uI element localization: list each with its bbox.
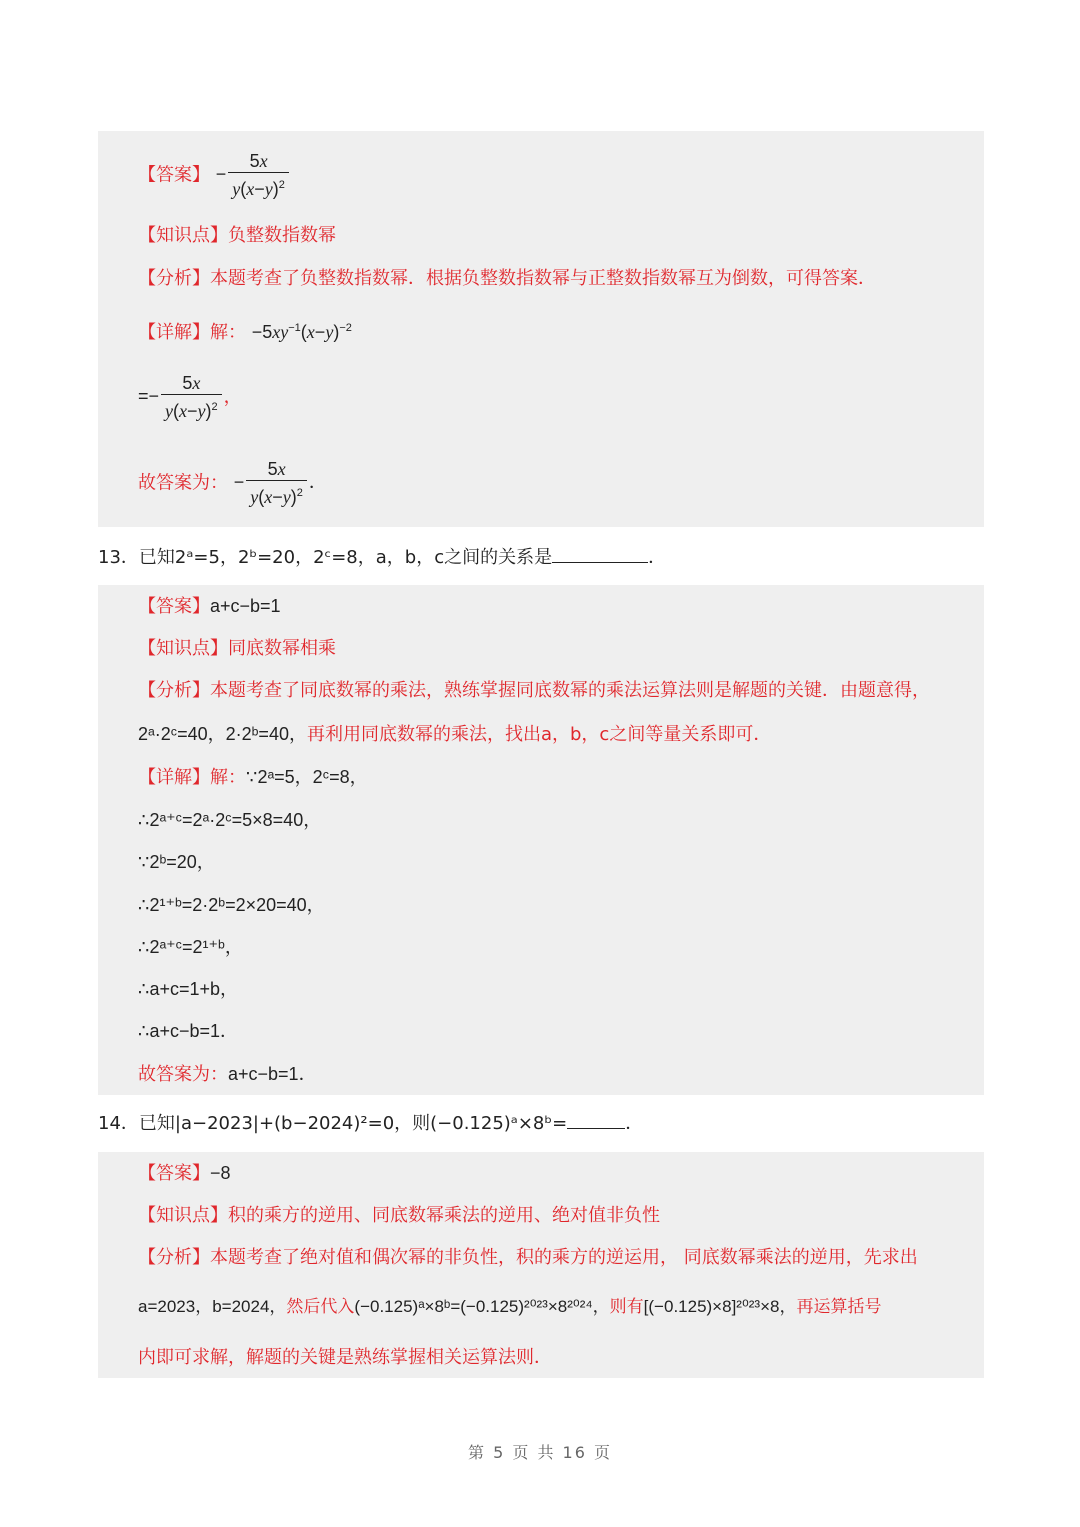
q12-detail-line [138,316,352,345]
conclusion-lead: 故答案为： [138,472,228,494]
q13-analysis-line-1 [138,679,930,703]
detail-lead: 解： [210,322,246,343]
q13-step: ∴2¹⁺ᵇ=2·2ᵇ=2×20=40， [138,895,325,915]
answer-tag: 【答案】 [138,596,210,617]
detail-tag: 【详解】 [138,322,210,343]
analysis-math: 2ᵃ·2ᶜ=40，2·2ᵇ=40， [138,724,307,744]
answer-text: −8 [210,1163,231,1183]
detail-expression: $-5xy^{-1}(x-y)^{-2}$ [251,322,352,342]
q13-answer-line [138,594,281,619]
conclusion-expression: a+c−b=1． [228,1064,317,1084]
analysis-tag: 【分析】 [138,680,210,701]
q12-answer-line [138,150,291,201]
knowledge-tag: 【知识点】 [138,638,228,659]
q13-step: ∴2ᵃ⁺ᶜ=2ᵃ·2ᶜ=5×8=40， [138,810,322,830]
question-number: 13． [98,547,139,568]
question-number: 14． [98,1113,139,1134]
detail-tag: 【详解】 [138,767,210,788]
answer-blank [552,544,648,563]
q13-step: ∵2ᵇ=20， [138,852,215,872]
answer-tag: 【答案】 [138,164,210,186]
q13-conclusion [138,1062,317,1087]
q13-analysis-line-2 [138,722,771,747]
q13-step: ∴2ᵃ⁺ᶜ=2¹⁺ᵇ， [138,937,243,957]
question-stem: 已知|a−2023|+(b−2024)²=0，则(−0.125)ᵃ×8ᵇ= [138,1113,568,1134]
answer-text: a+c−b=1 [210,596,281,616]
knowledge-text: 同底数幂相乘 [228,638,336,659]
q12-step-1: =− $\frac{5x}{y(x-y)^2}$ ， [138,373,242,421]
detail-lead: 解： [210,767,246,788]
page-footer: 第 5 页 共 16 页 [468,1443,612,1462]
q14-analysis-line-2: a=2023，b=2024，然后代入(−0.125)ᵃ×8ᵇ=(−0.125)²⁰²³×8²⁰²⁴，则有[(−0.125)×8]²⁰²³×8，再运算括号 [138,1297,882,1317]
analysis-tag: 【分析】 [138,1247,210,1268]
q14-knowledge-line [138,1204,660,1228]
q13-knowledge-line [138,637,336,661]
answer-blank [567,1110,625,1129]
q14-stem: 14．已知|a−2023|+(b−2024)²=0，则(−0.125)ᵃ×8ᵇ= ． [98,1110,643,1137]
q13-step: ∴a+c−b=1． [138,1021,239,1041]
analysis-text: 本题考查了绝对值和偶次幂的非负性，积的乘方的逆运用， 同底数幂乘法的逆用，先求出 [210,1247,918,1268]
q12-conclusion: 故答案为： − $\frac{5x}{y(x-y)^2}$ ． [138,459,327,507]
q14-answer-line [138,1161,231,1186]
knowledge-text: 负整数指数幂 [228,225,336,246]
knowledge-tag: 【知识点】 [138,1205,228,1226]
q12-analysis-line [138,267,876,291]
analysis-text: 再利用同底数幂的乘法，找出a，b，c之间等量关系即可． [306,724,772,745]
knowledge-tag: 【知识点】 [138,225,228,246]
q13-detail-line [138,765,368,790]
conclusion-lead: 故答案为： [138,1064,228,1085]
q14-analysis-line-3: 内即可求解，解题的关键是熟练掌握相关运算法则． [138,1347,552,1368]
analysis-text: 本题考查了同底数幂的乘法，熟练掌握同底数幂的乘法运算法则是解题的关键．由题意得， [210,680,930,701]
q14-analysis-line-1 [138,1246,918,1270]
question-stem: 已知2ᵃ=5，2ᵇ=20，2ᶜ=8，a，b，c之间的关系是 [138,547,553,568]
q13-stem: 13．已知2ᵃ=5，2ᵇ=20，2ᶜ=8，a，b，c之间的关系是 ． [98,544,666,571]
analysis-tag: 【分析】 [138,268,210,289]
q13-step: ∴a+c=1+b， [138,979,239,999]
analysis-text: 本题考查了负整数指数幂．根据负整数指数幂与正整数指数幂互为倒数，可得答案． [210,268,876,289]
q12-knowledge-line [138,224,336,248]
answer-expression: − $\frac{5x}{y(x-y)^2}$ [216,164,291,184]
answer-tag: 【答案】 [138,1163,210,1184]
detail-expression: ∵2ᵃ=5，2ᶜ=8， [246,767,368,787]
knowledge-text: 积的乘方的逆用、同底数幂乘法的逆用、绝对值非负性 [228,1205,660,1226]
